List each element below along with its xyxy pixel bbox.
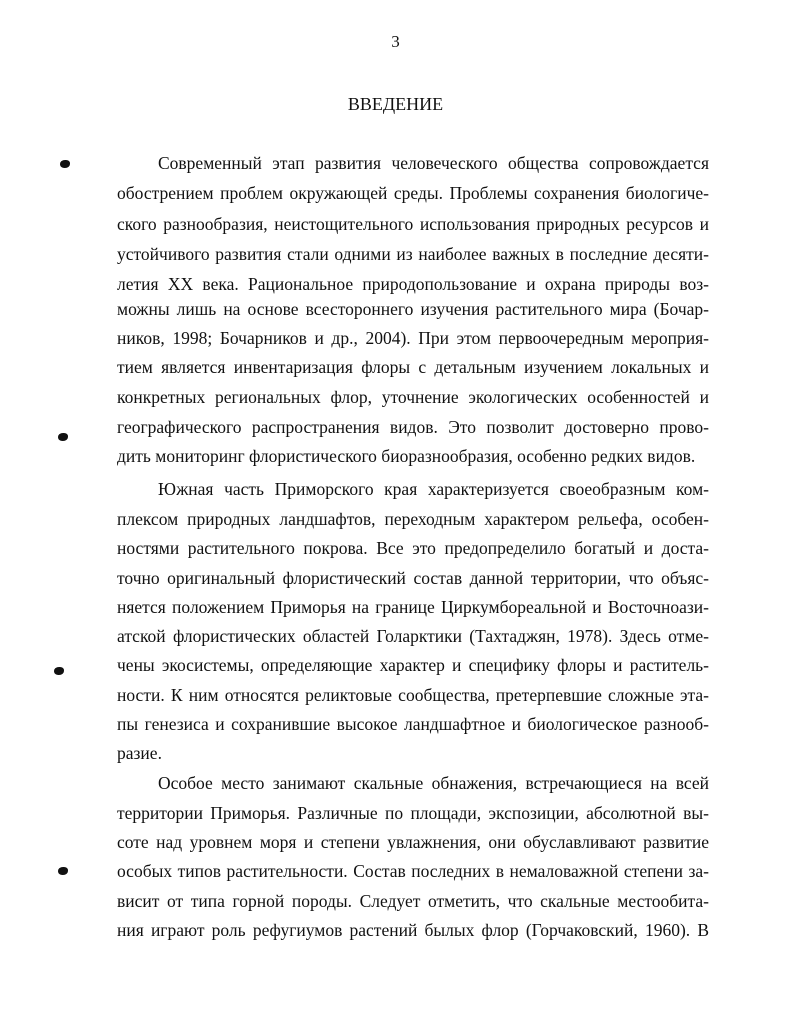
text-line: обострением проблем окружающей среды. Проблемы сохранения биологиче- [117,183,709,203]
text-line: ников, 1998; Бочарников и др., 2004). При этом первоочередным мероприя- [117,328,709,348]
text-line: няется положением Приморья на границе Циркумбореальной и Восточноази- [117,597,709,617]
text-line: устойчивого развития стали одними из наиболее важных в последние десяти- [117,244,709,264]
text-line: территории Приморья. Различные по площади, экспозиции, абсолютной вы- [117,803,709,823]
text-line: чены экосистемы, определяющие характер и специфику флоры и раститель- [117,655,709,675]
text-line: висит от типа горной породы. Следует отметить, что скальные местообита- [117,891,709,911]
text-line: плексом природных ландшафтов, переходным характером рельефа, особен- [117,509,709,529]
text-line: конкретных региональных флор, уточнение экологических особенностей и [117,387,709,407]
text-line: особых типов растительности. Состав последних в немаловажной степени за- [117,861,709,881]
page-title: ВВЕДЕНИЕ [347,94,444,114]
text-line: ностями растительного покрова. Все это предопределило богатый и доста- [117,538,709,558]
text-line: географического распространения видов. Это позволит достоверно прово- [117,417,709,437]
text-line: ности. К ним относятся реликтовые сообщества, претерпевшие сложные эта- [117,685,709,705]
binding-mark [60,160,70,168]
text-line: Особое место занимают скальные обнажения, встречающиеся на всей [158,773,709,793]
text-line: ского разнообразия, неистощительного использования природных ресурсов и [117,214,709,234]
text-line: можны лишь на основе всестороннего изучения растительного мира (Бочар- [117,299,709,319]
text-line: тием является инвентаризация флоры с детальным изучением локальных и [117,357,709,377]
text-line: пы генезиса и сохранившие высокое ландшафтное и биологическое разнооб- [117,714,709,734]
page-number: 3 [391,32,400,51]
text-line: соте над уровнем моря и степени увлажнения, они обуславливают развитие [117,832,709,852]
text-line: Современный этап развития человеческого общества сопровождается [158,153,709,173]
text-line: точно оригинальный флористический состав данной территории, что объяс- [117,568,709,588]
text-line: атской флористических областей Голарктики (Тахтаджян, 1978). Здесь отме- [117,626,709,646]
binding-mark [54,667,64,675]
text-line: дить мониторинг флористического биоразнообразия, особенно редких видов. [117,446,696,466]
text-line: ния играют роль рефугиумов растений былых флор (Горчаковский, 1960). В [117,920,709,940]
binding-mark [58,867,68,875]
text-line: разие. [117,743,162,763]
binding-mark [58,433,68,441]
text-line: летия XX века. Рациональное природопользование и охрана природы воз- [117,274,709,294]
text-line: Южная часть Приморского края характеризуется своеобразным ком- [158,479,709,499]
